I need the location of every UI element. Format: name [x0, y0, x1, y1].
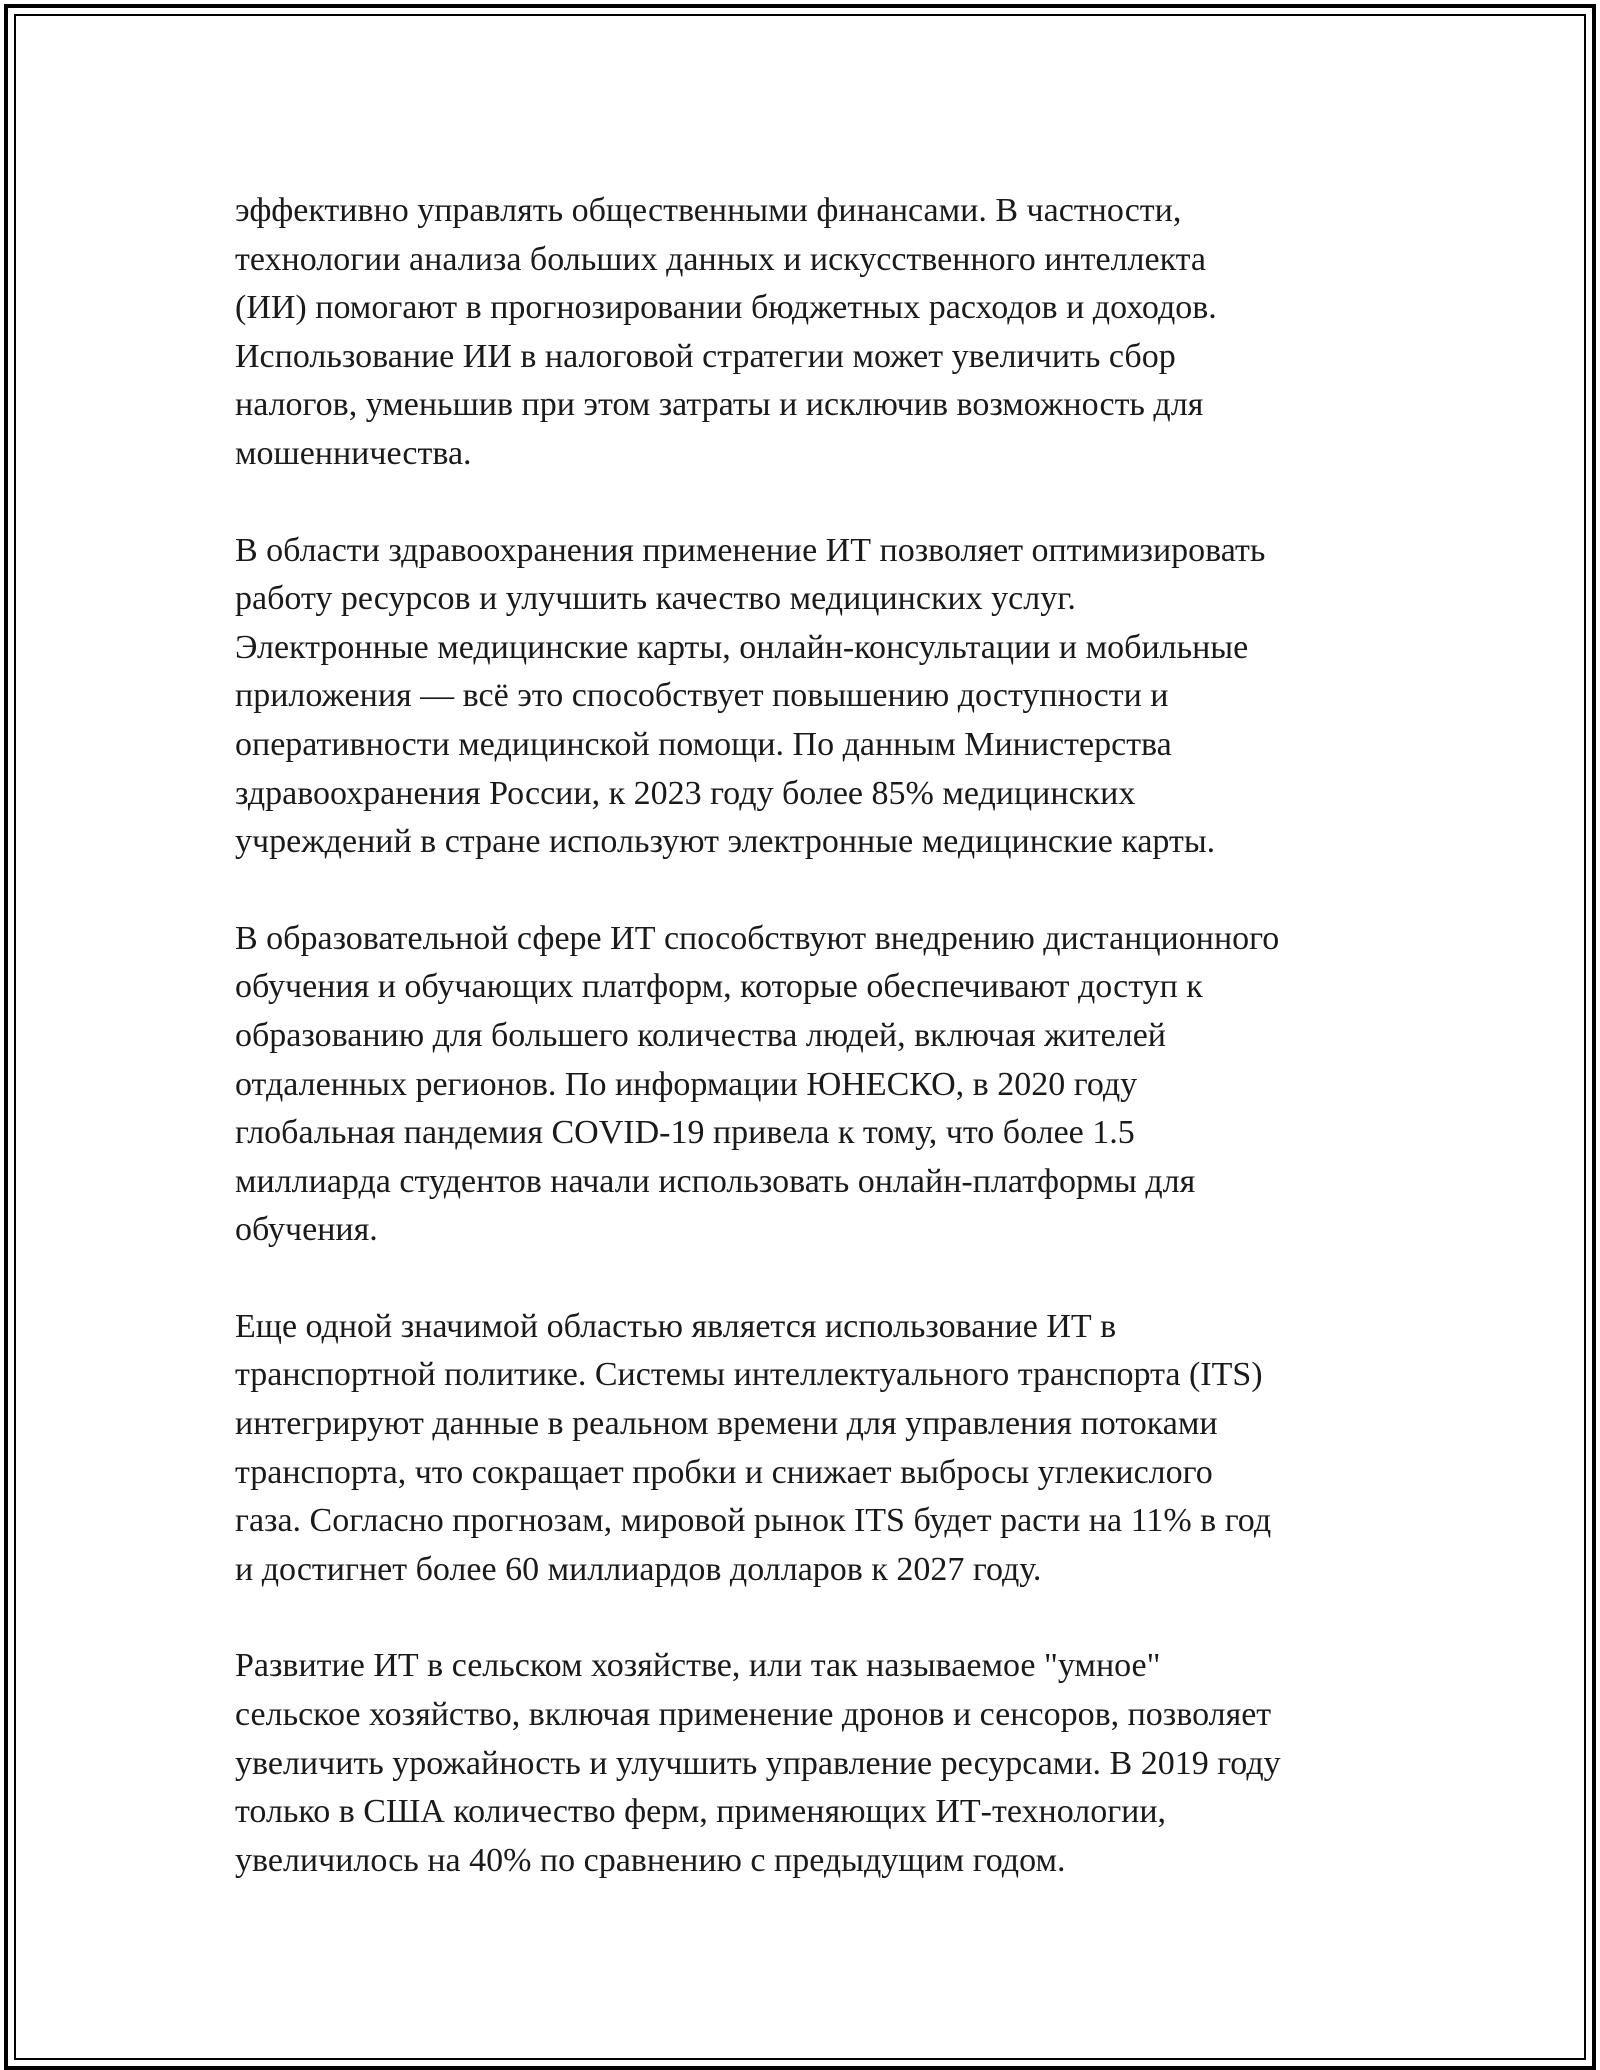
- text-line: и достигнет более 60 миллиардов долларов к 2027 году.: [235, 1550, 1042, 1588]
- paragraph-education: [235, 915, 1415, 1255]
- text-line: приложения — всё это способствует повышению доступности и: [235, 677, 1169, 715]
- text-line: Электронные медицинские карты, онлайн-консультации и мобильные: [235, 628, 1249, 666]
- paragraph-healthcare: [235, 527, 1415, 867]
- text-line: газа. Согласно прогнозам, мировой рынок ITS будет расти на 11% в год: [235, 1502, 1272, 1540]
- text-line: В образовательной сфере ИТ способствуют внедрению дистанционного: [235, 919, 1280, 957]
- text-line: сельское хозяйство, включая применение дронов и сенсоров, позволяет: [235, 1696, 1272, 1734]
- text-line: транспорта, что сокращает пробки и снижает выбросы углекислого: [235, 1453, 1213, 1491]
- text-line: мошенничества.: [235, 434, 472, 472]
- paragraph-public-finance: [235, 187, 1415, 479]
- text-line: Еще одной значимой областью является использование ИТ в: [235, 1307, 1117, 1345]
- text-line: интегрируют данные в реальном времени для управления потоками: [235, 1405, 1218, 1443]
- text-line: Развитие ИТ в сельском хозяйстве, или так называемое "умное": [235, 1647, 1161, 1685]
- paragraph-transport: [235, 1303, 1415, 1595]
- text-line: обучения и обучающих платформ, которые обеспечивают доступ к: [235, 968, 1203, 1006]
- text-line: глобальная пандемия COVID-19 привела к тому, что более 1.5: [235, 1114, 1135, 1152]
- text-line: увеличилось на 40% по сравнению с предыдущим годом.: [235, 1841, 1066, 1879]
- text-line: транспортной политике. Системы интеллектуального транспорта (ITS): [235, 1356, 1263, 1394]
- text-line: оперативности медицинской помощи. По данным Министерства: [235, 725, 1172, 763]
- text-line: отдаленных регионов. По информации ЮНЕСКО, в 2020 году: [235, 1065, 1138, 1103]
- text-line: учреждений в стране используют электронные медицинские карты.: [235, 823, 1216, 861]
- text-line: технологии анализа больших данных и искусственного интеллекта: [235, 240, 1207, 278]
- text-line: работу ресурсов и улучшить качество медицинских услуг.: [235, 580, 1076, 618]
- text-line: В области здравоохранения применение ИТ позволяет оптимизировать: [235, 531, 1266, 569]
- paragraph-agriculture: [235, 1642, 1415, 1885]
- text-line: (ИИ) помогают в прогнозировании бюджетных расходов и доходов.: [235, 289, 1217, 327]
- text-line: увеличить урожайность и улучшить управление ресурсами. В 2019 году: [235, 1744, 1281, 1782]
- text-line: миллиарда студентов начали использовать онлайн-платформы для: [235, 1162, 1196, 1200]
- text-line: Использование ИИ в налоговой стратегии может увеличить сбор: [235, 337, 1176, 375]
- document-body: [235, 187, 1415, 1933]
- text-line: образованию для большего количества людей, включая жителей: [235, 1016, 1166, 1054]
- text-line: только в США количество ферм, применяющих ИТ-технологии,: [235, 1793, 1167, 1831]
- text-line: здравоохранения России, к 2023 году более 85% медицинских: [235, 774, 1136, 812]
- text-line: налогов, уменьшив при этом затраты и исключив возможность для: [235, 386, 1204, 424]
- text-line: эффективно управлять общественными финансами. В частности,: [235, 192, 1182, 229]
- text-line: обучения.: [235, 1211, 378, 1249]
